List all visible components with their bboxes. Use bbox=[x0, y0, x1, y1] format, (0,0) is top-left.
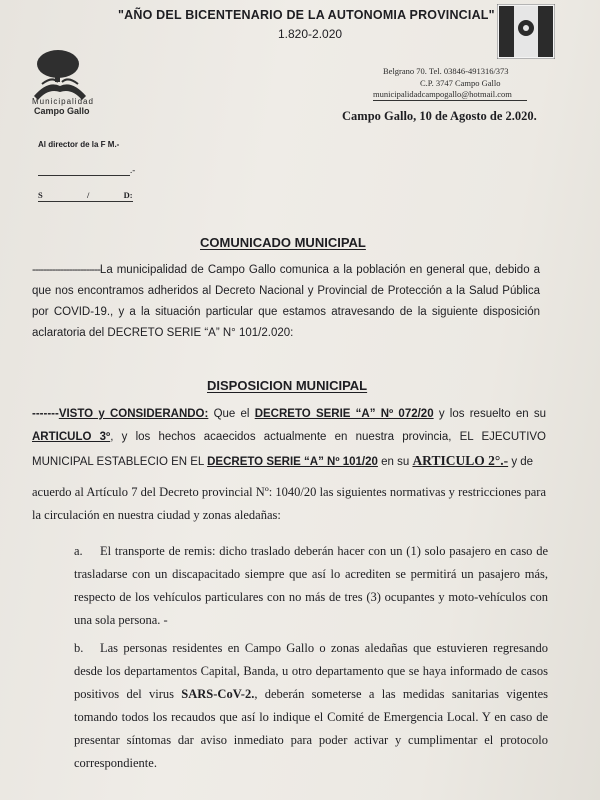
place-date: Campo Gallo, 10 de Agosto de 2.020. bbox=[342, 109, 537, 123]
address-underline bbox=[373, 100, 527, 101]
provincial-flag-emblem bbox=[497, 4, 555, 59]
logo-name: Campo Gallo bbox=[34, 106, 90, 116]
item-marker: b. bbox=[74, 641, 84, 655]
salutation-line bbox=[38, 201, 133, 202]
list-item bbox=[74, 637, 548, 775]
comunicado-body bbox=[32, 260, 540, 344]
recipient-label: Al director de la F M.- bbox=[38, 140, 120, 149]
item-text-before: Las personas residentes en Campo Gallo o zonas aledañas que estuvieren regresando desde los departamentos Capital, Banda, u otro departamento que se haya informado de casos positivos del virus bbox=[74, 641, 548, 701]
visto-considerando: VISTO y CONSIDERANDO: bbox=[58, 408, 209, 420]
logo-word: Municipalidad bbox=[32, 97, 94, 106]
header-motto: "AÑO DEL BICENTENARIO DE LA AUTONOMIA PROVINCIAL" bbox=[118, 8, 495, 22]
disposicion-lead-dashes: ------- bbox=[32, 408, 59, 420]
decreto-101: DECRETO SERIE “A” Nº 101/20 bbox=[207, 456, 378, 468]
item-text-after: , deberán someterse a las medidas sanitarias vigentes tomando todos los recaudos que así lo indique el Comité de Emergencia Local. Y en caso de presentar síntomas dar aviso inmediato para poder activar y cumplimentar el protocolo correspondiente. bbox=[74, 687, 548, 770]
salutation-d: D: bbox=[123, 190, 133, 200]
address-email: municipalidadcampogallo@hotmail.com bbox=[373, 89, 512, 99]
address-postal-city: C.P. 3747 Campo Gallo bbox=[420, 78, 501, 88]
comunicado-dashes: ------------------------ bbox=[32, 264, 100, 276]
disposicion-title: DISPOSICION MUNICIPAL bbox=[207, 378, 368, 393]
considerando-text-5: y de bbox=[508, 456, 534, 468]
item-text: El transporte de remis: dicho traslado deberán hacer con un (1) solo pasajero en caso de trasladarse con un discapacitado siempre que así lo acrediten se permitirá un pasajero más, respecto de los vehículos particulares con no más de tres (3) ocupantes y moto-vehículos con una sola persona. - bbox=[74, 544, 548, 627]
articulo-2: ARTICULO 2°.- bbox=[412, 453, 509, 468]
considerando-text-1: Que el bbox=[208, 408, 255, 420]
considerando-text-4: en su bbox=[377, 456, 413, 468]
considerando-text-3: , y los hechos acaecidos actualmente en nuestra provincia, EL EJECUTIVO MUNICIPAL ESTABLECIO EN EL bbox=[32, 431, 547, 468]
articulo-3: ARTICULO 3º bbox=[32, 431, 111, 443]
list-item bbox=[74, 540, 548, 632]
recipient-line-end: .- bbox=[130, 165, 136, 175]
considerando-text-2: y los resuelto en su bbox=[433, 408, 547, 420]
decreto-072: DECRETO SERIE “A” Nº 072/20 bbox=[254, 408, 434, 420]
recipient-blank-line bbox=[38, 175, 130, 176]
item-marker: a. bbox=[74, 544, 83, 558]
header-motto-years: 1.820-2.020 bbox=[278, 27, 343, 41]
comunicado-text: La municipalidad de Campo Gallo comunica a la población en general que, debido a que nos encontramos adheridos al Decreto Nacional y Provincial de Protección a la Salud Pública por COVID-19., y a la situación particular que estamos atravesando de la siguiente disposición aclaratoria del DECRETO SERIE “A” N° 101/2.020: bbox=[32, 264, 540, 339]
comunicado-title: COMUNICADO MUNICIPAL bbox=[200, 235, 366, 250]
disposicion-continuation: acuerdo al Artículo 7 del Decreto provincial Nº: 1040/20 las siguientes normativas y restricciones para la circulación en nuestra ciudad y zonas aledañas: bbox=[32, 485, 546, 522]
disposicion-considerando bbox=[32, 403, 546, 474]
salutation-row bbox=[38, 190, 133, 200]
virus-name: SARS-CoV-2. bbox=[181, 687, 255, 701]
salutation-s: S bbox=[38, 190, 43, 200]
address-street-phone: Belgrano 70. Tel. 03846-491316/373 bbox=[383, 66, 509, 76]
salutation-slash: / bbox=[86, 190, 90, 200]
